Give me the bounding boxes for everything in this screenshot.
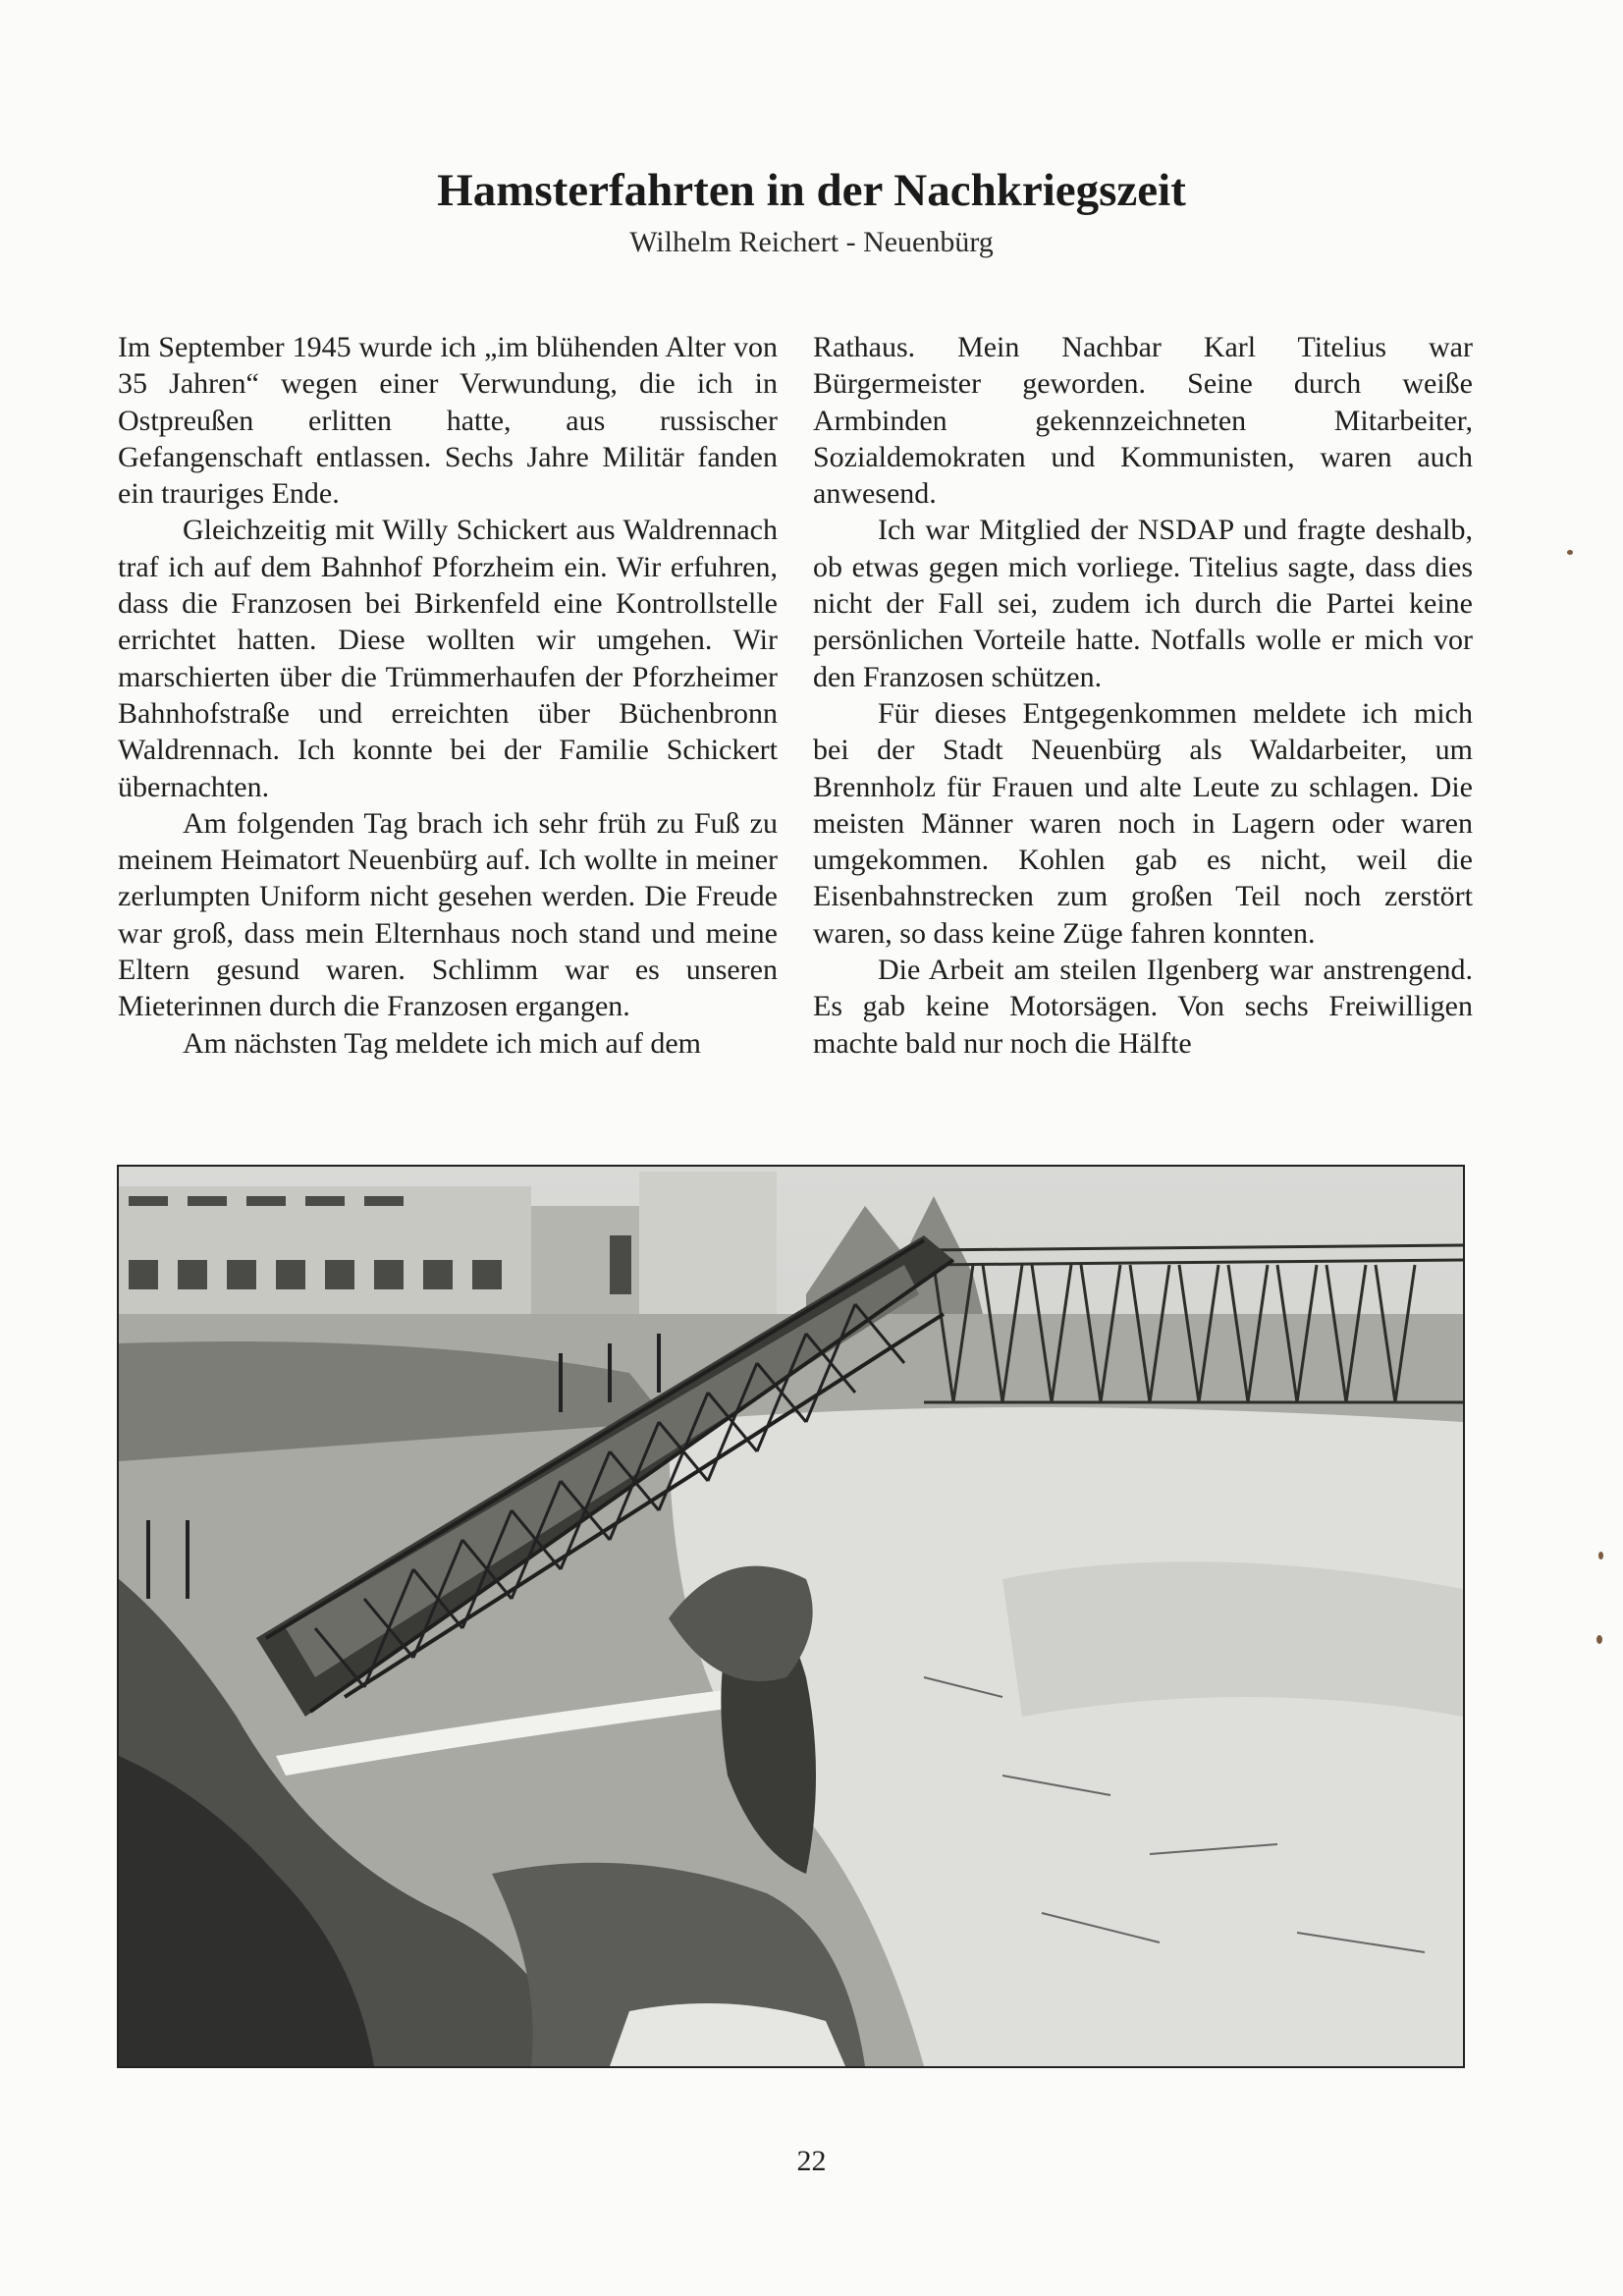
paragraph: Am nächsten Tag meldete ich mich auf dem: [183, 1026, 702, 1060]
paragraph: Rathaus. Mein Nachbar Karl Titelius war Bürgermeister geworden. Seine durch weiße Armbinden gekennzeichneten Mitarbeiter, Sozialdemokraten und Kommunisten, waren auch anwesend.: [813, 331, 1473, 511]
factory-building: [119, 1172, 777, 1319]
paragraph: Die Arbeit am steilen Ilgenberg war anstrengend. Es gab keine Motorsägen. Von sechs Freiwilligen machte bald nur noch die Hälfte: [813, 954, 1473, 1060]
paragraph: Für dieses Entgegenkommen meldete ich mich bei der Stadt Neuenbürg als Waldarbeiter, um Brennholz für Frauen und alte Leute zu schlagen. Die meisten Männer waren noch in Lagern oder waren umgekommen. Kohlen gab es nicht, weil die Eisenbahnstrecken zum großen Teil noch zerstört waren, so dass keine Züge fahren konnten.: [813, 696, 1473, 950]
text-column-left: [118, 329, 778, 1062]
article-title: Hamsterfahrten in der Nachkriegszeit: [437, 165, 1186, 216]
article-author: Wilhelm Reichert - Neuenbürg: [629, 226, 994, 258]
text-column-right: [813, 329, 1473, 1062]
paragraph: Gleichzeitig mit Willy Schickert aus Waldrennach traf ich auf dem Bahnhof Pforzheim ein. Wir erfuhren, dass die Franzosen bei Birkenfeld eine Kontrollstelle errichtet hatten. Diese wollten wir umgehen. Wir marschierten über die Trümmerhaufen der Pforzheimer Bahnhofstraße und erreichten über Büchenbronn Waldrennach. Ich konnte bei der Familie Schickert übernachten.: [118, 514, 778, 803]
paper-speck: [1596, 1635, 1602, 1644]
paper-speck: [1567, 550, 1573, 555]
collapsed-bridge-photo: [117, 1165, 1465, 2068]
paragraph: Im September 1945 wurde ich „im blühenden Alter von 35 Jahren“ wegen einer Verwundung, die ich in Ostpreußen erlitten hatte, aus russischer Gefangenschaft entlassen. Sechs Jahre Militär fanden ein trauriges Ende.: [118, 331, 778, 511]
paragraph: Am folgenden Tag brach ich sehr früh zu Fuß zu meinem Heimatort Neuenbürg auf. Ich wollte in meiner zerlumpten Uniform nicht gesehen werden. Die Freude war groß, dass mein Elternhaus noch stand und meine Eltern gesund waren. Schlimm war es unseren Mieterinnen durch die Franzosen ergangen.: [118, 806, 778, 1023]
paper-speck: [1598, 1552, 1603, 1559]
page-number: 22: [796, 2145, 827, 2177]
paragraph: Ich war Mitglied der NSDAP und fragte deshalb, ob etwas gegen mich vorliege. Titelius sagte, dass dies nicht der Fall sei, zudem ich durch die Partei keine persönlichen Vorteile hatte. Notfalls wolle er mich vor den Franzosen schützen.: [813, 514, 1473, 693]
